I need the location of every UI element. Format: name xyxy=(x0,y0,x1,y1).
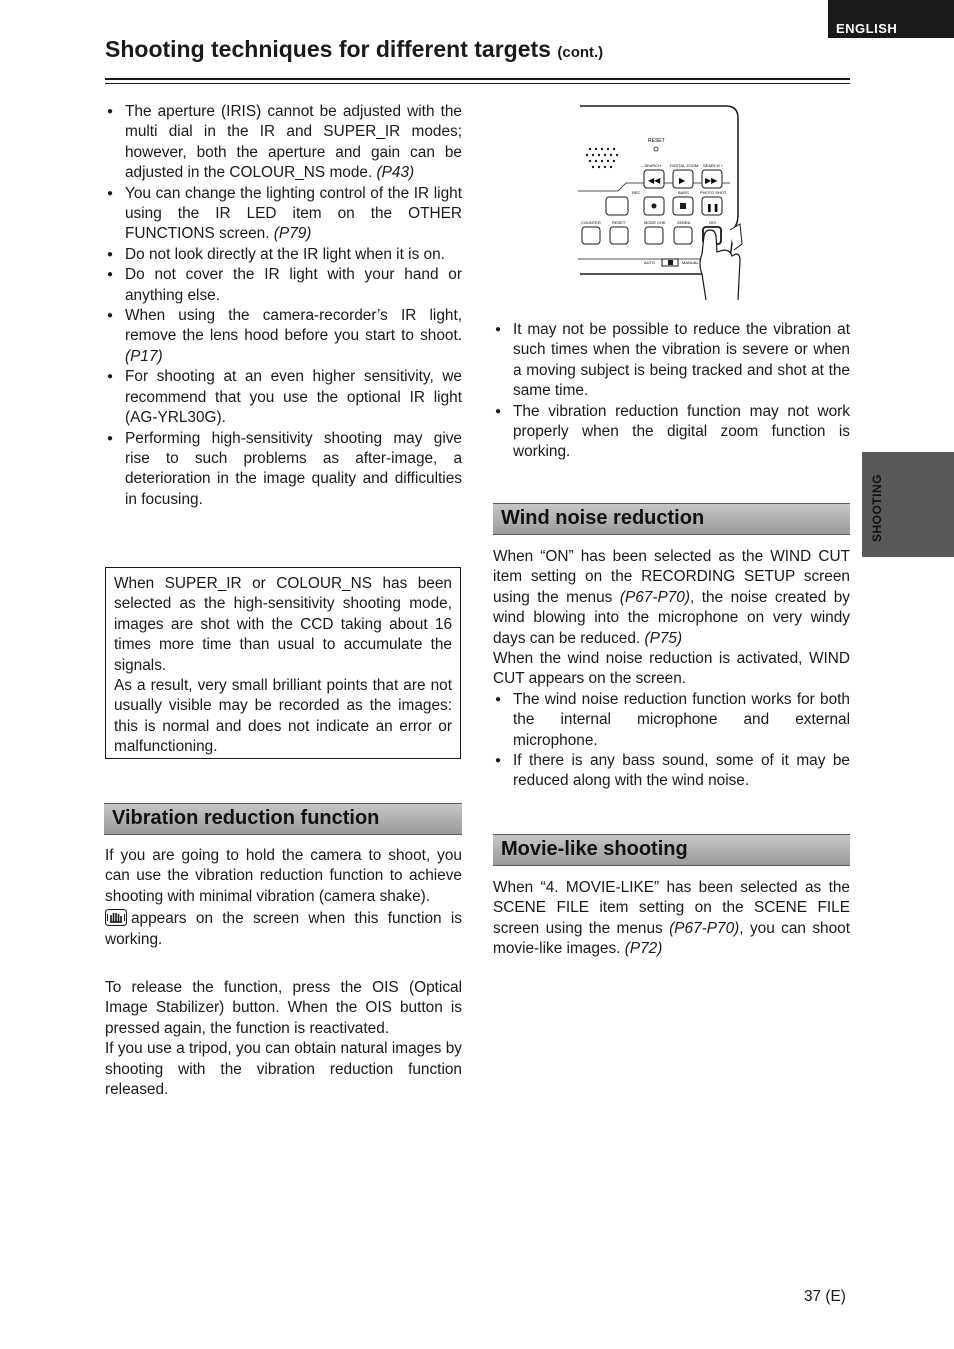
section-heading-wind xyxy=(493,503,850,535)
language-tab xyxy=(828,0,954,38)
list-item: ● The wind noise reduction function works for both the internal microphone and external microphone. xyxy=(493,690,850,751)
fast-forward-icon: ▶▶ xyxy=(705,176,718,185)
label-search-right: SEARCH + xyxy=(703,163,724,168)
rec-button[interactable] xyxy=(606,197,628,215)
rewind-icon: ◀◀ xyxy=(648,176,661,185)
paragraph: If you are going to hold the camera to shoot, you can use the vibration reduction function to achieve shooting with minimal vibration (camera shake). xyxy=(105,847,462,905)
label-rec: REC xyxy=(632,190,641,195)
stop-icon xyxy=(680,203,686,209)
page-title xyxy=(105,36,603,63)
title-rule-thick xyxy=(105,78,850,80)
mode-check-button[interactable] xyxy=(645,227,663,244)
label-ois: OIS xyxy=(709,220,716,225)
counter-button[interactable] xyxy=(582,227,600,244)
rec-dot-icon xyxy=(652,204,657,209)
reset-hole xyxy=(654,147,658,151)
side-section-tab xyxy=(862,452,954,557)
note-paragraph: When SUPER_IR or COLOUR_NS has been selected as the high-sensitivity shooting mode, images are shot with the CCD taking about 16 times more time than usual to accumulate the signals. xyxy=(114,575,452,674)
paragraph: When the wind noise reduction is activated, WIND CUT appears on the screen. xyxy=(493,650,850,688)
label-manual: MANUAL xyxy=(682,260,699,265)
list-item: ● Do not look directly at the IR light when it is on. xyxy=(105,245,462,265)
list-item: ● It may not be possible to reduce the vibration at such times when the vibration is severe or when a moving subject is being tracked and shot at the same time. xyxy=(493,320,850,402)
play-icon: ▶ xyxy=(679,176,686,185)
paragraph: To release the function, press the OIS (Optical Image Stabilizer) button. When the OIS button is pressed again, the function is reactivated. xyxy=(105,979,462,1037)
left-bullet-list xyxy=(105,102,462,510)
wind-body xyxy=(493,547,850,792)
list-item: ● If there is any bass sound, some of it may be reduced along with the wind noise. xyxy=(493,751,850,792)
label-bars: BARS xyxy=(678,190,689,195)
paragraph: If you use a tripod, you can obtain natural images by shooting with the vibration reduction function released. xyxy=(105,1040,462,1099)
label-reset-2: RESET xyxy=(612,220,626,225)
movie-body xyxy=(493,878,850,960)
list-item: ● Do not cover the IR light with your hand or anything else. xyxy=(105,265,462,306)
list-item: ● The aperture (IRIS) cannot be adjusted with the multi dial in the IR and SUPER_IR modes; however, both the aperture and gain can be adjusted in the COLOUR_NS mode. (P43) xyxy=(105,102,462,184)
side-tab-label: SHOOTING xyxy=(870,473,884,542)
section-heading-text: Wind noise reduction xyxy=(501,507,705,529)
label-auto: AUTO xyxy=(644,260,656,265)
list-item: ● You can change the lighting control of the IR light using the IR LED item on the OTHER FUNCTIONS screen. (P79) xyxy=(105,184,462,245)
note-box xyxy=(105,567,461,759)
hand-shake-icon xyxy=(105,909,127,926)
label-counter: COUNTER xyxy=(581,220,601,225)
switch-knob xyxy=(668,260,673,265)
label-zebra: ZEBRA xyxy=(677,220,691,225)
label-search-left: – SEARCH xyxy=(641,163,662,168)
note-paragraph: As a result, very small brilliant points that are not usually visible may be recorded as the images: this is normal and does not indicate an error or malfunctioning. xyxy=(114,677,452,756)
title-rule-thin xyxy=(105,83,850,84)
page-title-text: Shooting techniques for different targets xyxy=(105,36,551,62)
paragraph: appears on the screen when this function is working. xyxy=(105,910,462,948)
right-bullet-list xyxy=(493,320,850,463)
counter-reset-button[interactable] xyxy=(610,227,628,244)
paragraph: When “ON” has been selected as the WIND CUT item setting on the RECORDING SETUP screen using the menus (P67-P70), the noise created by wind blowing into the microphone on very windy days can be reduced. (P75) xyxy=(493,548,850,647)
zebra-button[interactable] xyxy=(674,227,692,244)
section-heading-text: Vibration reduction function xyxy=(112,807,380,829)
speaker-grille xyxy=(586,148,618,168)
paragraph: When “4. MOVIE-LIKE” has been selected as the SCENE FILE item setting on the SCENE FILE screen using the menus (P67-P70), you can shoot movie-like images. (P72) xyxy=(493,879,850,958)
section-heading-text: Movie-like shooting xyxy=(501,838,688,860)
language-label: ENGLISH xyxy=(836,21,898,36)
label-photo-shot: PHOTO SHOT xyxy=(700,190,727,195)
label-mode-chk: MODE CHK xyxy=(644,220,666,225)
label-reset: RESET xyxy=(648,138,665,144)
vibration-body xyxy=(105,846,462,1100)
page-title-suffix: (cont.) xyxy=(557,44,604,61)
list-item: ● For shooting at an even higher sensitivity, we recommend that you use the optional IR light (AG-YRL30G). xyxy=(105,367,462,428)
list-item: ● When using the camera-recorder’s IR light, remove the lens hood before you start to shoot. (P17) xyxy=(105,306,462,367)
camera-panel-illustration xyxy=(578,104,746,302)
page-number: 37 (E) xyxy=(804,1288,846,1305)
section-heading-movie xyxy=(493,834,850,866)
section-heading-vibration xyxy=(104,803,462,835)
pause-icon: ❚❚ xyxy=(706,203,720,212)
label-digital-zoom: DIGITAL ZOOM xyxy=(670,163,699,168)
list-item: ● The vibration reduction function may not work properly when the digital zoom function is working. xyxy=(493,402,850,463)
list-item: ● Performing high-sensitivity shooting may give rise to such problems as after-image, a deterioration in the image quality and difficulties in focusing. xyxy=(105,429,462,511)
